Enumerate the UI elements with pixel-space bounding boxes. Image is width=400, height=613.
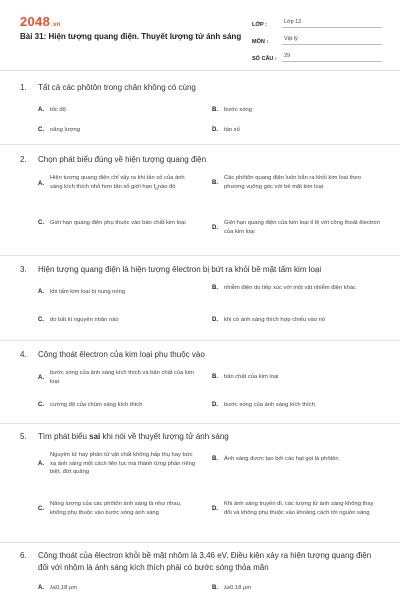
logo-suffix: .vn	[51, 22, 61, 28]
meta-count	[252, 48, 382, 62]
question-text: Công thoát của êlectron khỏi bề mặt nhôm là 3,46 eV. Điều kiện xảy ra hiện tượng quang điện đối với nhôm là ánh sáng kích thích phải có bước sóng thỏa mãn	[38, 551, 372, 572]
option-letter: C.	[38, 317, 44, 324]
option-text-part: nào đó	[157, 183, 176, 190]
question-1	[0, 72, 400, 145]
option-text: Giới hạn quang điện của kim loại tỉ lệ với công thoát êlectron của kim loại	[224, 220, 380, 235]
option-letter: C.	[38, 505, 44, 512]
option-letter: B.	[212, 107, 218, 114]
option-c[interactable]	[38, 316, 198, 325]
option-text: λ≤0,18 μm	[50, 585, 78, 591]
option-c[interactable]	[38, 126, 198, 135]
question-text	[38, 431, 384, 443]
option-text: Ánh sáng được tạo bởi các hạt gọi là phôtôn	[224, 456, 339, 462]
option-letter: C.	[38, 402, 44, 409]
option-letter: A.	[38, 180, 44, 187]
question-6	[0, 543, 400, 613]
option-text: bản chất của kim loại	[224, 374, 279, 380]
logo[interactable]	[20, 14, 61, 29]
question-text: Chọn phát biểu đúng về hiện tượng quang điện	[38, 155, 207, 164]
option-text: tốc độ	[50, 107, 66, 113]
question-text: Tất cả các phôtôn trong chân không có cùng	[38, 83, 196, 92]
count-label: SỐ CÂU :	[252, 56, 277, 62]
logo-text: 2048	[20, 14, 51, 29]
option-letter: A.	[38, 107, 44, 114]
option-text-part: Hiện tượng quang điện chỉ xảy ra khi tần số của ánh sáng kích thích nhỏ hơn tần số giới hạn f	[50, 175, 185, 190]
option-text: cường độ của chùm sáng kích thích	[50, 402, 143, 408]
option-d[interactable]	[212, 401, 382, 410]
option-text: khi tấm kim loại bị nung nóng	[50, 289, 126, 295]
question-list	[0, 72, 400, 613]
option-d[interactable]	[212, 500, 382, 517]
option-text: Các phôtôn quang điện luôn bắn ra khỏi kim loại theo phương vuông góc với bề mặt kim loại	[224, 175, 361, 190]
option-c[interactable]	[38, 500, 198, 517]
question-3	[0, 256, 400, 341]
question-2	[0, 145, 400, 256]
option-a[interactable]	[38, 451, 198, 477]
option-letter: B.	[212, 374, 218, 381]
count-value: 29	[282, 53, 382, 62]
question-number: 1.	[20, 83, 27, 92]
page-title: Bài 31: Hiện tượng quang điện. Thuyết lượng tử ánh sáng	[20, 32, 242, 41]
meta-panel	[252, 14, 382, 65]
option-letter: A.	[38, 289, 44, 296]
subscript: 0	[155, 185, 158, 191]
option-letter: A.	[38, 585, 44, 592]
option-letter: A.	[38, 460, 44, 467]
option-b[interactable]	[212, 284, 382, 293]
question-text-part: Tìm phát biểu	[38, 432, 90, 441]
option-letter: B.	[212, 179, 218, 186]
option-text: năng lượng	[50, 127, 80, 133]
question-4	[0, 341, 400, 424]
option-text: λ≥0,18 μm	[224, 585, 252, 591]
option-text: Giới hạn quang điện phụ thuộc vào bản chất kim loại	[50, 220, 186, 226]
question-number: 3.	[20, 265, 27, 274]
meta-subject	[252, 31, 382, 45]
option-text: Khi ánh sáng truyền đi, các lượng tử ánh sáng không thay đổi và không phụ thuộc vào khoảng cách tới nguồn sáng	[224, 501, 374, 516]
question-number: 5.	[20, 432, 27, 441]
option-letter: D.	[212, 505, 218, 512]
option-b[interactable]	[212, 106, 382, 115]
option-d[interactable]	[212, 219, 382, 236]
option-letter: D.	[212, 127, 218, 134]
option-b[interactable]	[212, 373, 382, 382]
option-text	[50, 174, 198, 193]
option-a[interactable]	[38, 369, 198, 386]
option-letter: B.	[212, 456, 218, 463]
meta-class	[252, 14, 382, 28]
option-b[interactable]	[212, 455, 382, 464]
option-letter: C.	[38, 220, 44, 227]
class-value: Lớp 12	[282, 19, 382, 28]
option-d[interactable]	[212, 126, 382, 135]
option-letter: A.	[38, 374, 44, 381]
option-a[interactable]	[38, 174, 198, 193]
option-text: nhiễm điện do tiếp xúc với một vật nhiễm điện khác	[224, 285, 357, 291]
class-label: LỚP :	[252, 22, 267, 28]
question-text-part: khi nói về thuyết lượng tử ánh sáng	[100, 432, 229, 441]
option-letter: B.	[212, 285, 218, 292]
option-text: bước sóng	[224, 107, 252, 113]
option-a[interactable]	[38, 288, 198, 297]
option-b[interactable]	[212, 584, 382, 593]
option-letter: C.	[38, 127, 44, 134]
option-a[interactable]	[38, 584, 198, 593]
option-c[interactable]	[38, 401, 198, 410]
option-text: do bất kì nguyên nhân nào	[50, 317, 119, 323]
option-text: tần số	[224, 127, 240, 133]
question-number: 2.	[20, 155, 27, 164]
subject-value: Vật lý	[282, 36, 382, 45]
option-letter: B.	[212, 585, 218, 592]
option-letter: D.	[212, 224, 218, 231]
option-c[interactable]	[38, 219, 198, 228]
option-text: bước sóng của ánh sáng kích thích	[224, 402, 315, 408]
option-text: Năng lượng của các phôtôn ánh sáng là như nhau, không phụ thuộc vào bước sóng ánh sáng	[50, 501, 182, 516]
option-text: bước sóng của ánh sáng kích thích và bản chất của kim loại	[50, 370, 194, 385]
question-text-emphasis: sai	[89, 432, 101, 441]
option-b[interactable]	[212, 174, 382, 191]
subject-label: MÔN :	[252, 39, 269, 45]
header	[0, 0, 400, 64]
option-text: Nguyên tử hay phân tử vật chất không hấp thụ hay bức xạ ánh sáng một cách liên tục mà thành từng phần riêng biệt, đứt quãng	[50, 452, 196, 475]
question-5	[0, 424, 400, 543]
option-d[interactable]	[212, 316, 382, 325]
question-text: Hiện tượng quang điện là hiện tượng êlectron bị bứt ra khỏi bề mặt tấm kim loại	[38, 265, 322, 274]
option-letter: D.	[212, 402, 218, 409]
option-letter: D.	[212, 317, 218, 324]
question-text: Công thoát êlectron của kim loại phụ thuộc vào	[38, 350, 205, 359]
question-number: 6.	[20, 551, 27, 560]
option-a[interactable]	[38, 106, 198, 115]
header-divider	[0, 70, 400, 71]
question-number: 4.	[20, 350, 27, 359]
option-text: khi có ánh sáng thích hợp chiếu vào nó	[224, 317, 326, 323]
